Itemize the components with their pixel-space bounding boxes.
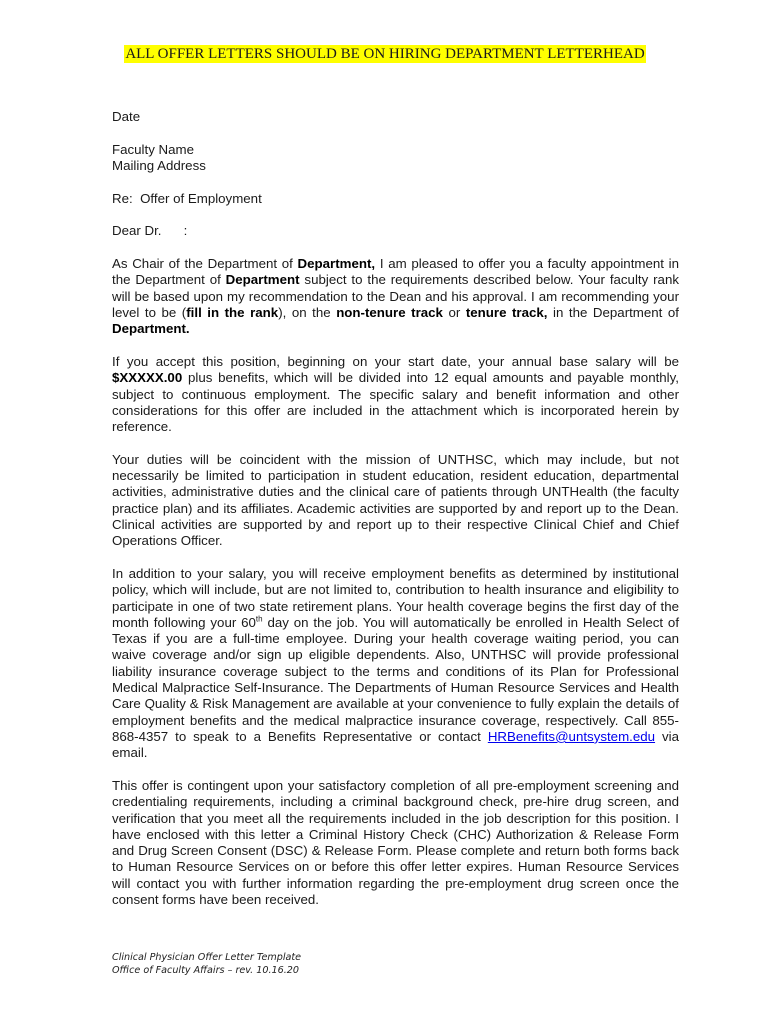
letterhead-notice [0,46,770,63]
subject-line: Re: Offer of Employment [112,190,262,206]
paragraph-appointment: As Chair of the Department of Department, I am pleased to offer you a faculty appointment in the Department of Department subject to the requirements described below. Your faculty rank will be based upon my recommendation to the Dean and his approval. I am recommending your level to be (fill in the rank), on the non-tenure track or tenure track, in the Department of Department. [112,256,679,337]
footer-template-name: Clinical Physician Offer Letter Template [112,952,302,963]
mailing-address: Mailing Address [112,157,206,173]
footer [112,951,301,977]
letter-body [112,109,679,925]
salutation: Dear Dr. : [112,223,188,239]
paragraph-duties: Your duties will be coincident with the mission of UNTHSC, which may include, but not necessarily be limited to participation in student education, resident education, departmental activities, administrative duties and the clinical care of patients through UNTHealth (the faculty practice plan) and its affiliates. Academic activities are supported by and report up to the Dean. Clinical activities are supported by and report up to their respective Clinical Chief and Chief Operations Officer. [112,451,679,549]
letterhead-notice-text: ALL OFFER LETTERS SHOULD BE ON HIRING DEPARTMENT LETTERHEAD [125,46,645,62]
footer-revision: Office of Faculty Affairs – rev. 10.16.20 [112,965,300,976]
paragraph-salary: If you accept this position, beginning on your start date, your annual base salary will be $XXXXX.00 plus benefits, which will be divided into 12 equal amounts and payable monthly, subject to continuous employment. The specific salary and benefit information and other considerations for this offer are included in the attachment which is incorporated herein by reference. [112,353,679,435]
hr-benefits-email-link[interactable]: HRBenefits@untsystem.edu [487,728,656,744]
faculty-name: Faculty Name [112,141,195,157]
date: Date [112,109,141,124]
paragraph-benefits: In addition to your salary, you will receive employment benefits as determined by institutional policy, which will include, but are not limited to, contribution to health insurance and eligibility to participate in one of two state retirement plans. Your health coverage begins the first day of the month following your 60th day on the job. You will automatically be enrolled in Health Select of Texas if you are a full-time employee. During your health coverage waiting period, you can waive coverage and/or sign up eligible dependents. Also, UNTHSC will provide professional liability insurance coverage subject to the terms and conditions of its Plan for Professional Medical Malpractice Self-Insurance. The Departments of Human Resource Services and Health Care Quality & Risk Management are available at your convenience to fully explain the details of employment benefits and the medical malpractice insurance coverage, respectively. Call 855-868-4357 to speak to a Benefits Representative or contact HRBenefits@untsystem.edu via email. [112,565,680,761]
paragraph-contingency: This offer is contingent upon your satisfactory completion of all pre-employment screening and credentialing requirements, including a criminal background check, pre-hire drug screen, and verification that you meet all the requirements included in the job description for this position. I have enclosed with this letter a Criminal History Check (CHC) Authorization & Release Form and Drug Screen Consent (DSC) & Release Form. Please complete and return both forms back to Human Resource Services on or before this offer letter expires. Human Resource Services will contact you with further information regarding the pre-employment drug screen once the consent forms have been received. [112,777,679,907]
